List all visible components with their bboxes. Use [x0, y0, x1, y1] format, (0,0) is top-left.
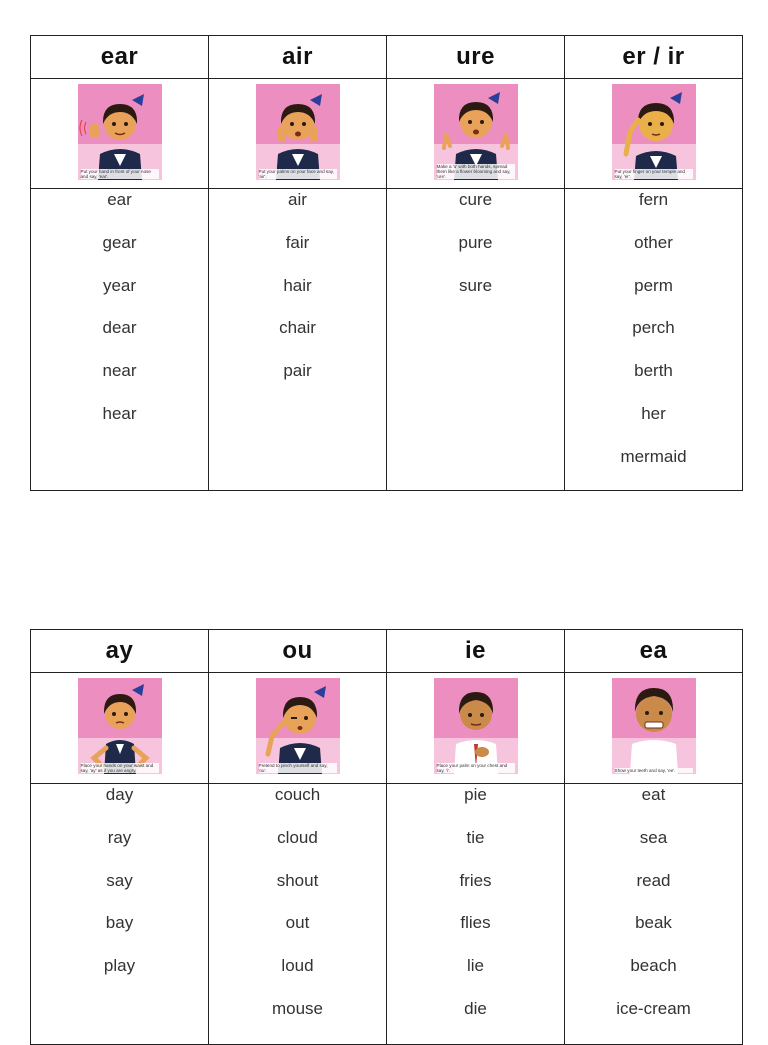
- girl-palms-on-face-figure: [256, 84, 340, 180]
- word: pair: [283, 361, 312, 381]
- word: air: [288, 190, 307, 209]
- word-row: [31, 189, 743, 491]
- word: eat: [641, 785, 666, 804]
- word: day: [105, 785, 134, 804]
- header-cell: [387, 36, 565, 79]
- action-card: [612, 678, 696, 774]
- word-column: [31, 189, 209, 491]
- phonics-table-2: [30, 629, 743, 1045]
- picture-cell: [387, 673, 565, 784]
- word: fair: [285, 232, 310, 252]
- girl-pinching-figure: [256, 678, 340, 774]
- word: perm: [634, 275, 673, 295]
- word: bay: [105, 913, 134, 933]
- action-card: [256, 84, 340, 180]
- card-caption: Place your palm on your chest and say, 'i'.: [437, 763, 515, 773]
- word: die: [464, 998, 487, 1018]
- action-card: [256, 678, 340, 774]
- word: berth: [634, 361, 673, 381]
- word: ear: [107, 190, 132, 209]
- word: dear: [102, 318, 137, 338]
- word: couch: [274, 785, 321, 804]
- word: her: [641, 403, 666, 423]
- word: mermaid: [620, 446, 687, 466]
- word: pure: [458, 232, 493, 252]
- card-caption: Place your hands on your waist and say, 'ay' as if you are angry.: [81, 763, 159, 773]
- word-column: [565, 784, 743, 1045]
- sound-heading: air: [282, 43, 313, 70]
- action-card: [78, 84, 162, 180]
- word: lie: [466, 956, 484, 976]
- word: sea: [639, 827, 668, 847]
- card-caption: Pretend to pinch yourself and say, 'ou'.: [259, 763, 337, 773]
- action-card: [78, 678, 162, 774]
- sound-heading: ure: [456, 43, 495, 70]
- word: chair: [279, 318, 316, 338]
- sound-heading: er / ir: [622, 43, 685, 70]
- word: tie: [466, 827, 485, 847]
- header-cell: [565, 36, 743, 79]
- card-caption: Put your finger on your temple and say, 'er'.: [615, 169, 693, 179]
- word: year: [102, 275, 137, 295]
- picture-cell: [31, 79, 209, 189]
- card-caption: Make a 'u' with both hands, spread them like a flower blooming and say, 'ure'.: [437, 164, 515, 179]
- header-cell: [387, 630, 565, 673]
- header-cell: [209, 630, 387, 673]
- word: fries: [459, 870, 492, 890]
- girl-hands-on-waist-figure: [78, 678, 162, 774]
- action-card: [434, 678, 518, 774]
- word: out: [285, 913, 310, 933]
- word: read: [636, 870, 671, 890]
- sound-heading: ear: [100, 43, 139, 70]
- word: loud: [281, 956, 314, 976]
- word: perch: [632, 318, 675, 338]
- card-caption: Put your palms on your face and say, 'air'.: [259, 169, 337, 179]
- word: ray: [107, 827, 132, 847]
- header-cell: [31, 36, 209, 79]
- word: hear: [102, 403, 137, 423]
- girl-hand-at-ear-figure: [78, 84, 162, 180]
- word: hair: [283, 275, 312, 295]
- word-column: [387, 189, 565, 491]
- word: pie: [464, 785, 487, 804]
- word: other: [634, 232, 673, 252]
- card-caption: Show your teeth and say, 'ee'.: [615, 768, 693, 773]
- card-caption: Put your hand in front of your nose and say, 'ear'.: [81, 169, 159, 179]
- word: flies: [460, 913, 491, 933]
- header-cell: [209, 36, 387, 79]
- action-card: [612, 84, 696, 180]
- word-column: [31, 784, 209, 1045]
- word: gear: [102, 232, 137, 252]
- action-card: [434, 84, 518, 180]
- header-row: [31, 630, 743, 673]
- picture-row: [31, 673, 743, 784]
- word-column: [565, 189, 743, 491]
- word: cloud: [277, 827, 318, 847]
- word: beak: [635, 913, 672, 933]
- picture-cell: [387, 79, 565, 189]
- word-column: [387, 784, 565, 1045]
- word: fern: [638, 190, 669, 209]
- picture-row: [31, 79, 743, 189]
- girl-finger-on-temple-figure: [612, 84, 696, 180]
- sound-heading: ea: [639, 637, 668, 664]
- picture-cell: [565, 79, 743, 189]
- word: say: [106, 870, 133, 890]
- word: play: [103, 956, 136, 976]
- header-row: [31, 36, 743, 79]
- word: shout: [276, 870, 319, 890]
- header-cell: [31, 630, 209, 673]
- word: beach: [630, 956, 677, 976]
- sound-heading: ou: [282, 637, 313, 664]
- header-cell: [565, 630, 743, 673]
- boy-showing-teeth-figure: [612, 678, 696, 774]
- word: cure: [458, 190, 493, 209]
- word: sure: [458, 275, 493, 295]
- picture-cell: [565, 673, 743, 784]
- word-column: [209, 784, 387, 1045]
- word-column: [209, 189, 387, 491]
- boy-palm-on-chest-figure: [434, 678, 518, 774]
- picture-cell: [209, 673, 387, 784]
- sound-heading: ie: [464, 637, 486, 664]
- word: mouse: [271, 998, 324, 1018]
- word: ice-cream: [616, 998, 691, 1018]
- sound-heading: ay: [105, 637, 134, 664]
- phonics-table-1: [30, 35, 743, 491]
- word-row: [31, 784, 743, 1045]
- picture-cell: [31, 673, 209, 784]
- word: near: [102, 361, 137, 381]
- picture-cell: [209, 79, 387, 189]
